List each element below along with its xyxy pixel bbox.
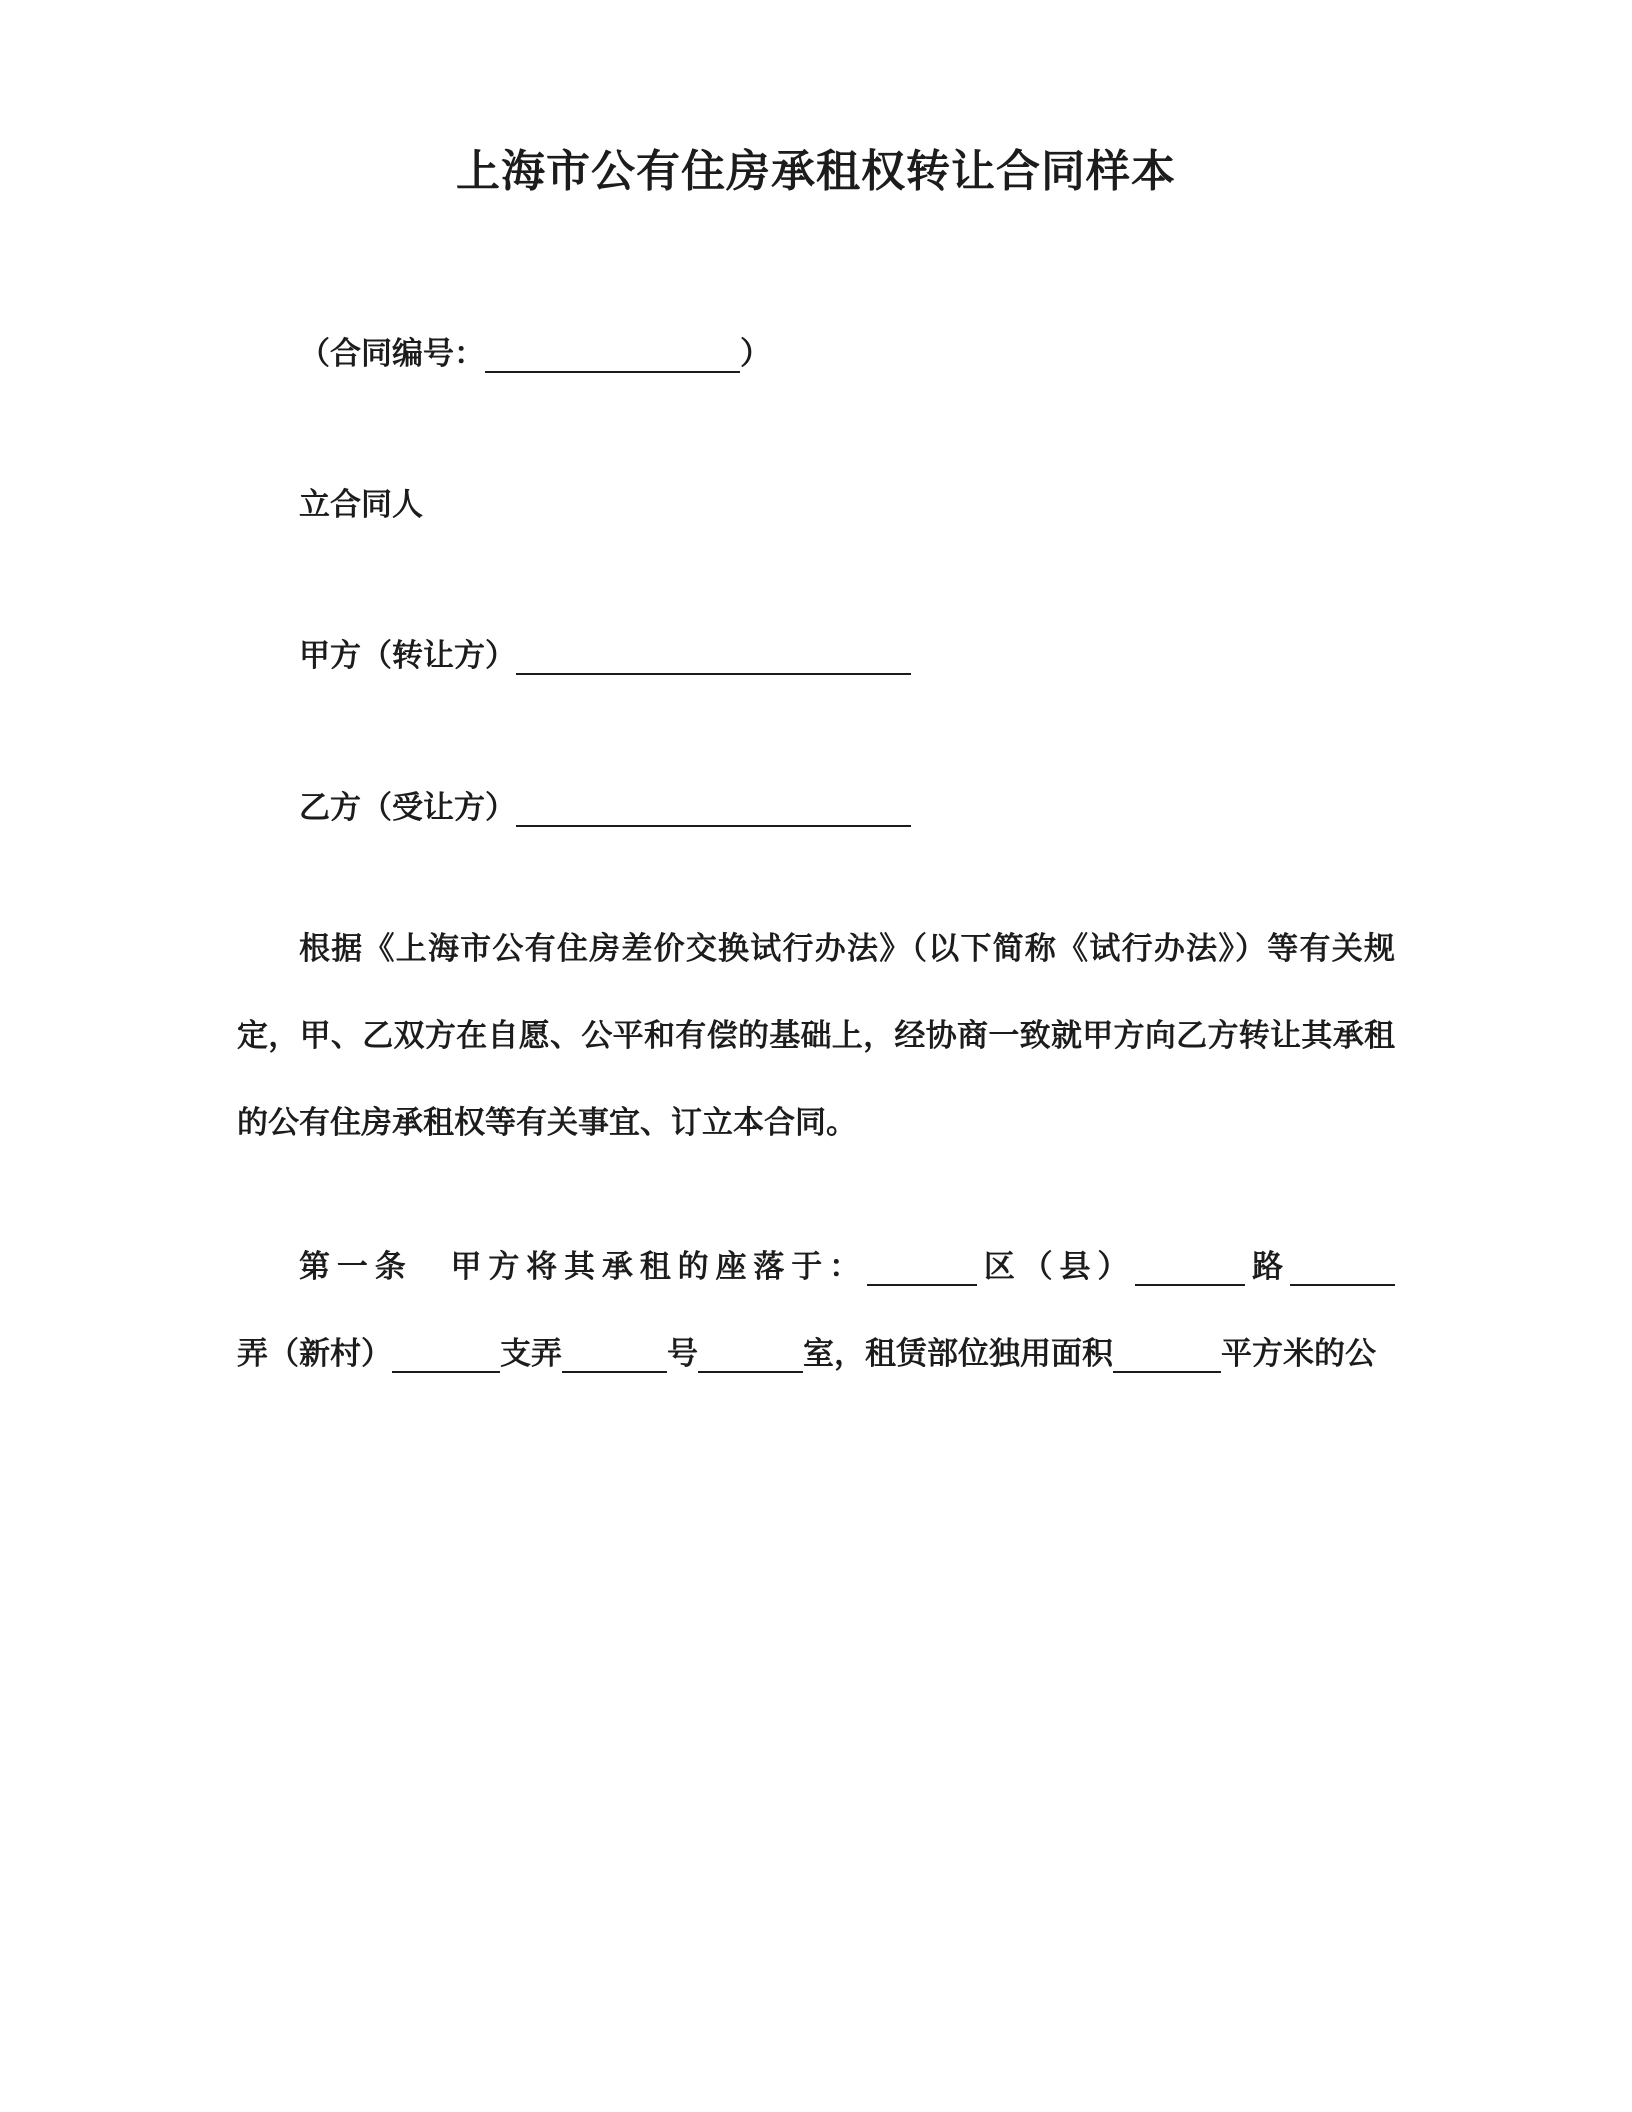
text-run: （合同编号： [299,336,485,371]
text-run: 号 [667,1336,698,1371]
text-run: 弄（新村） [237,1336,392,1371]
text-run: 路 [1245,1249,1291,1284]
text-run: 甲方（转让方） [299,638,516,673]
fill-in-blank[interactable] [562,1337,667,1373]
text-run: 室，租赁部位独用面积 [803,1336,1113,1371]
text-run: 乙方（受让方） [299,790,516,825]
text-run: ） [740,336,771,371]
preamble-paragraph: 根据《上海市公有住房差价交换试行办法》（以下简称《试行办法》）等有关规定，甲、乙双方在自愿、公平和有偿的基础上，经协商一致就甲方向乙方转让其承租的公有住房承租权等有关事宜、订立本合同。 [237,931,1395,1140]
fill-in-blank[interactable] [867,1250,977,1286]
fill-in-blank[interactable] [1135,1250,1245,1286]
party-a-line [237,634,1395,679]
contract-number-line [237,332,1395,377]
fill-in-blank[interactable] [516,791,911,827]
parties-heading: 立合同人 [299,487,423,522]
text-run: 支弄 [500,1336,562,1371]
text-run: 平方米的公 [1221,1336,1376,1371]
party-b-line [237,786,1395,831]
fill-in-blank[interactable] [392,1337,500,1373]
article-1-paragraph [237,1223,1395,1397]
fill-in-blank[interactable] [516,639,911,675]
fill-in-blank[interactable] [698,1337,803,1373]
text-run: 区（县） [976,1249,1136,1284]
fill-in-blank[interactable] [485,337,740,373]
fill-in-blank[interactable] [1290,1250,1395,1286]
fill-in-blank[interactable] [1113,1337,1221,1373]
document-title: 上海市公有住房承租权转让合同样本 [456,147,1176,196]
text-run: 第一条 甲方将其承租的座落于： [299,1249,867,1284]
